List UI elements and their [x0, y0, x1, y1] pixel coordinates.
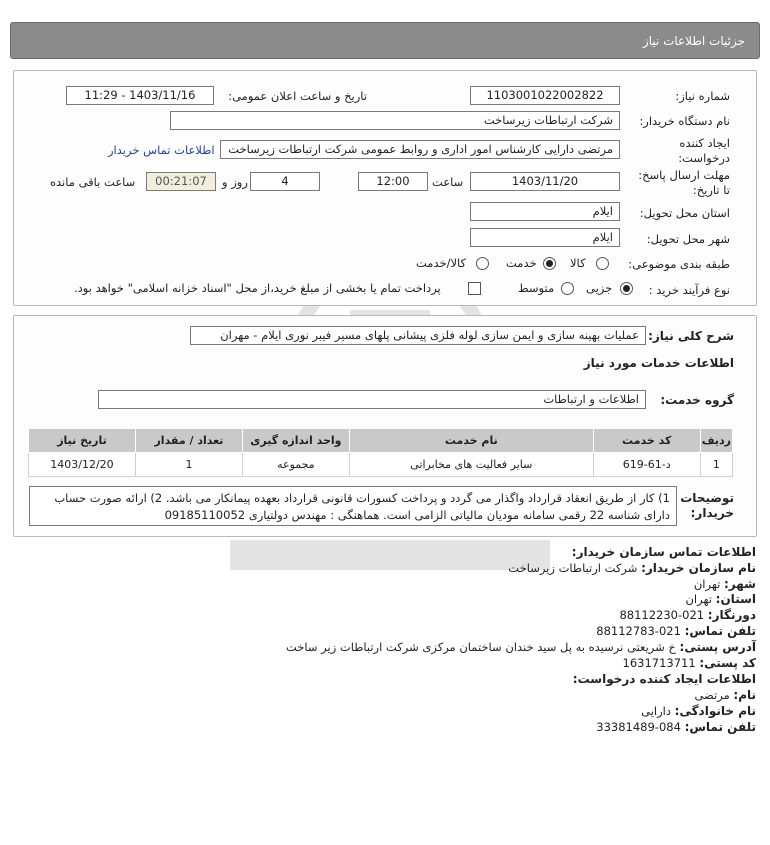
- time-label: ساعت: [432, 175, 464, 189]
- services-table: [28, 428, 733, 477]
- process-option-medium: متوسط: [518, 281, 555, 295]
- contact-postal: کد پستی: 1631713711: [622, 656, 756, 670]
- page-header: [10, 22, 760, 59]
- process-option-minor: جزیی: [586, 281, 613, 295]
- process-radio-minor[interactable]: [620, 282, 633, 295]
- contact-city: شهر: تهران: [693, 577, 756, 591]
- col-need-date: تاریخ نیاز: [29, 429, 136, 453]
- category-radio-goods[interactable]: [596, 257, 609, 270]
- creator-first-name: نام: مرتضی: [694, 688, 756, 702]
- creator-last-name: نام خانوادگی: دارایی: [641, 704, 756, 718]
- payment-checkbox[interactable]: [468, 282, 481, 295]
- cell-service-name: سایر فعالیت های مخابراتی: [349, 453, 593, 477]
- process-radio-medium[interactable]: [561, 282, 574, 295]
- cell-unit: مجموعه: [242, 453, 349, 477]
- announce-field: 1403/11/16 - 11:29: [66, 86, 214, 105]
- need-number-label: شماره نیاز:: [675, 89, 730, 103]
- province-label: استان محل تحویل:: [639, 206, 730, 220]
- contact-fax: دورنگار: 021-88112230: [619, 608, 756, 622]
- contact-province: استان: تهران: [685, 592, 756, 606]
- deadline-label: مهلت ارسال پاسخ:: [638, 168, 730, 182]
- col-quantity: تعداد / مقدار: [135, 429, 242, 453]
- service-group-field: اطلاعات و ارتباطات: [98, 390, 646, 409]
- contact-address: آدرس پستی: خ شریعتی نرسیده به پل سید خندان ساختمان مرکزی شرکت ارتباطات زیر ساخت: [285, 640, 756, 654]
- creator-label-2: درخواست:: [678, 151, 730, 165]
- payment-note: پرداخت تمام یا بخشی از مبلغ خرید،از محل "اسناد خزانه اسلامی" خواهد بود.: [74, 281, 441, 295]
- summary-field: عملیات بهینه سازی و ایمن سازی لوله فلزی پیشانی پلهای مسیر فیبر نوری ایلام - مهران: [190, 326, 646, 345]
- category-label: طبقه بندی موضوعی:: [628, 257, 730, 271]
- buyer-contact-link[interactable]: اطلاعات تماس خریدار: [108, 143, 215, 157]
- table-header-row: [29, 429, 733, 453]
- creator-field: مرتضی دارایی کارشناس امور اداری و روابط عمومی شرکت ارتباطات زیرساخت: [220, 140, 620, 159]
- creator-phone: تلفن تماس: 084-33381489: [596, 720, 756, 734]
- services-heading: اطلاعات خدمات مورد نیاز: [583, 356, 734, 370]
- buyer-notes-label-2: خریدار:: [690, 506, 734, 520]
- category-option-service: خدمت: [506, 256, 537, 270]
- category-option-goods: کالا: [570, 256, 586, 270]
- cell-service-code: د-61-619: [593, 453, 700, 477]
- col-service-code: کد خدمت: [593, 429, 700, 453]
- summary-label: شرح کلی نیاز:: [648, 329, 734, 343]
- need-number-field: 1103001022002822: [470, 86, 620, 105]
- creator-heading: اطلاعات ایجاد کننده درخواست:: [572, 672, 756, 686]
- deadline-time-field: 12:00: [358, 172, 428, 191]
- creator-label: ایجاد کننده: [679, 136, 730, 150]
- province-field: ایلام: [470, 202, 620, 221]
- buyer-org-field: شرکت ارتباطات زیرساخت: [170, 111, 620, 130]
- city-label: شهر محل تحویل:: [646, 232, 730, 246]
- cell-need-date: 1403/12/20: [29, 453, 136, 477]
- contact-org-heading: اطلاعات تماس سازمان خریدار:: [571, 545, 756, 559]
- buyer-notes-line-1: 1) کار از طریق انعقاد قرارداد واگذار می گردد و پرداخت کسورات قانونی قرارداد بعهده پیمانکار می باشد. 2) ارائه صورت حساب: [54, 491, 670, 505]
- buyer-notes-box: [29, 486, 677, 526]
- contact-phone: تلفن تماس: 021-88112783: [596, 624, 756, 638]
- days-label: روز و: [222, 175, 248, 189]
- process-label: نوع فرآیند خرید :: [648, 283, 730, 297]
- remaining-time-field: 00:21:07: [146, 172, 216, 191]
- table-row: [29, 453, 733, 477]
- category-option-goods-service: کالا/خدمت: [416, 256, 467, 270]
- category-radio-goods-service[interactable]: [476, 257, 489, 270]
- buyer-notes-label: توضیحات: [680, 491, 734, 505]
- city-field: ایلام: [470, 228, 620, 247]
- cell-quantity: 1: [135, 453, 242, 477]
- days-field: 4: [250, 172, 320, 191]
- page-title: جزئیات اطلاعات نیاز: [642, 34, 745, 48]
- deadline-label-2: تا تاریخ:: [692, 183, 730, 197]
- contact-org-name: نام سازمان خریدار: شرکت ارتباطات زیرساخت: [508, 561, 756, 575]
- cell-row: 1: [700, 453, 732, 477]
- buyer-notes-line-2: دارای شناسه 22 رقمی سامانه مودیان مالیاتی الزامی است. هماهنگی : مهندس دولتیاری 09185110052: [164, 508, 670, 522]
- announce-label: تاریخ و ساعت اعلان عمومی:: [228, 89, 367, 103]
- buyer-org-label: نام دستگاه خریدار:: [639, 114, 730, 128]
- category-radio-service[interactable]: [543, 257, 556, 270]
- service-group-label: گروه خدمت:: [660, 393, 734, 407]
- col-row: ردیف: [700, 429, 732, 453]
- remaining-label: ساعت باقی مانده: [50, 175, 136, 189]
- col-unit: واحد اندازه گیری: [242, 429, 349, 453]
- deadline-date-field: 1403/11/20: [470, 172, 620, 191]
- col-service-name: نام خدمت: [349, 429, 593, 453]
